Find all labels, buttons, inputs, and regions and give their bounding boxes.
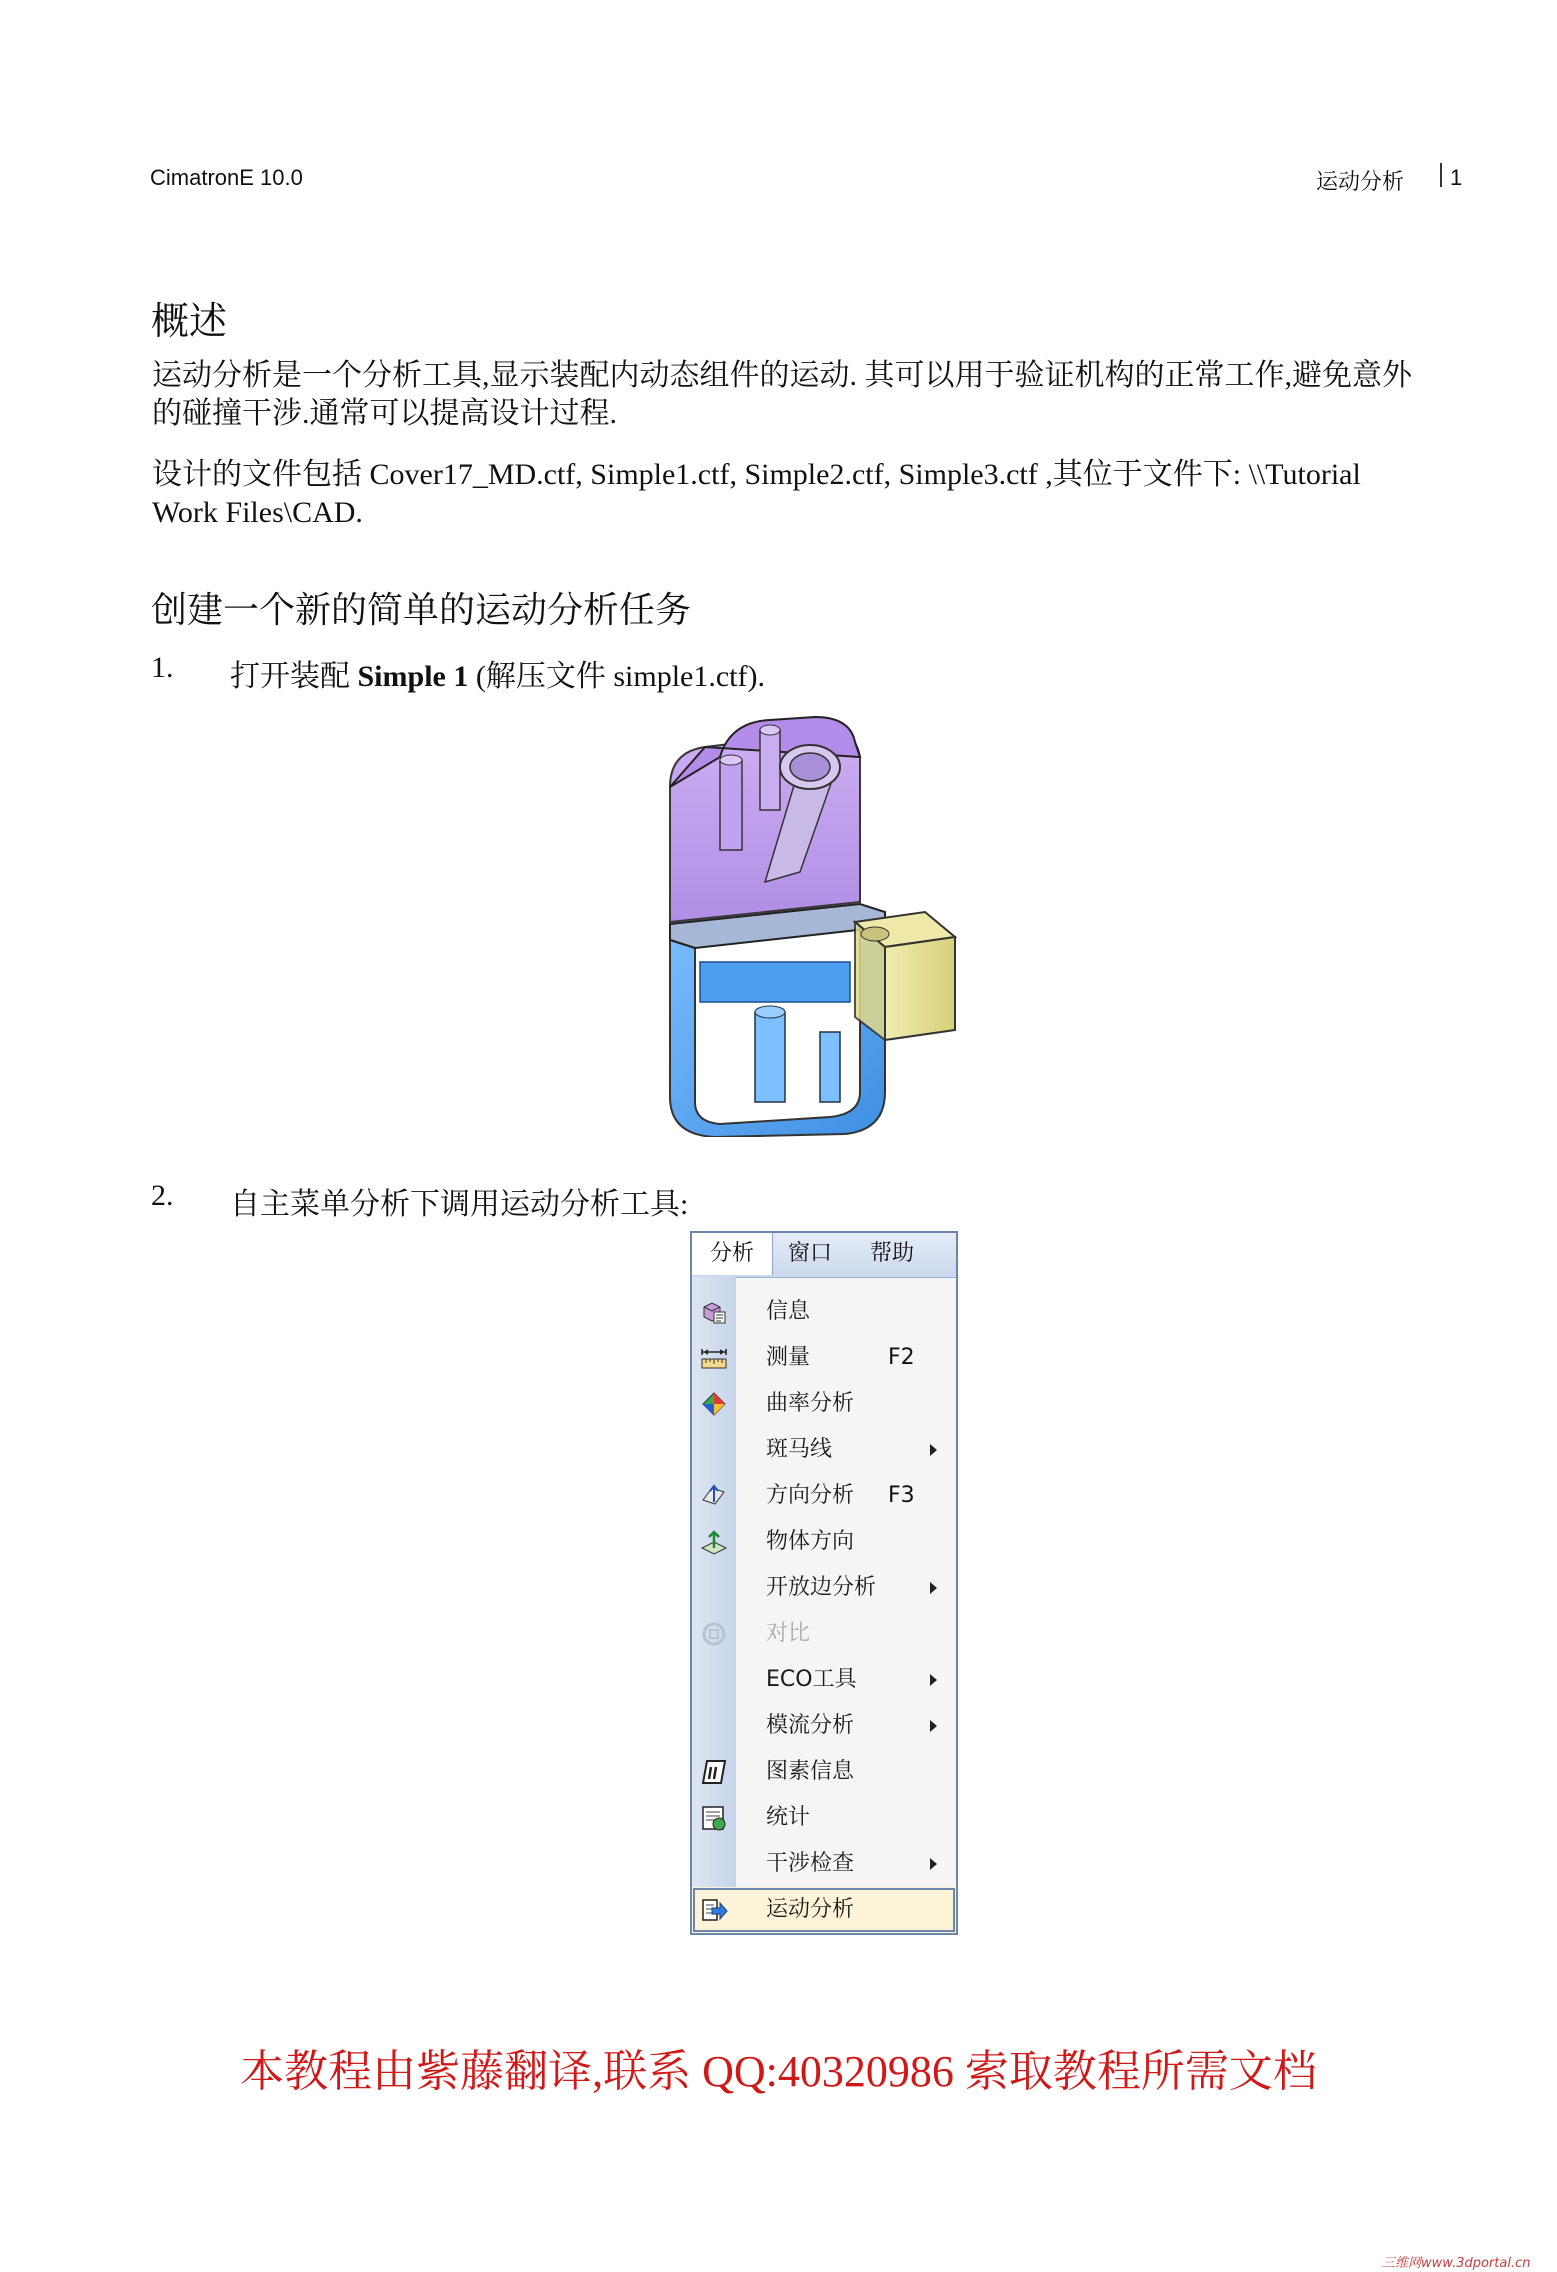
- menu-item-info[interactable]: [692, 1289, 956, 1335]
- menu-item-measure[interactable]: [692, 1335, 956, 1381]
- header-divider: [1440, 163, 1442, 187]
- direction-icon: [700, 1482, 728, 1510]
- menu-item-label: 对比: [766, 1621, 811, 1646]
- menu-item-mold-flow[interactable]: [692, 1703, 956, 1749]
- menu-item-label: ECO工具: [766, 1667, 857, 1692]
- menu-item-interference-check[interactable]: [692, 1841, 956, 1887]
- pipe-opening-inner: [790, 753, 830, 781]
- submenu-arrow-icon: [930, 1674, 937, 1686]
- bottom-pin-1: [755, 1012, 785, 1102]
- overview-heading: 概述: [151, 301, 228, 343]
- menu-item-label: 信息: [766, 1299, 811, 1324]
- submenu-arrow-icon: [930, 1858, 937, 1870]
- menu-item-object-direction[interactable]: [692, 1519, 956, 1565]
- bottom-pin-2: [820, 1032, 840, 1102]
- menu-item-shortcut: F2: [888, 1345, 915, 1370]
- translation-notice: 本教程由紫藤翻译,联系 QQ:40320986 索取教程所需文档: [240, 2047, 1317, 2096]
- assembly-model-illustration: [660, 712, 1010, 1137]
- step-1-number: 1.: [151, 651, 174, 684]
- submenu-arrow-icon: [930, 1720, 937, 1732]
- menubar-analysis[interactable]: 分析: [692, 1233, 773, 1275]
- compare-icon: [700, 1620, 728, 1648]
- submenu-arrow-icon: [930, 1444, 937, 1456]
- menu-item-compare[interactable]: [692, 1611, 956, 1657]
- statistics-icon: [700, 1804, 728, 1832]
- top-pin-2: [720, 760, 742, 850]
- step-1-prefix: 打开装配: [230, 660, 358, 693]
- menu-item-label: 运动分析: [766, 1897, 855, 1922]
- menu-item-eco-tools[interactable]: [692, 1657, 956, 1703]
- menu-bar: [692, 1233, 956, 1278]
- entity-info-icon: [700, 1758, 728, 1786]
- top-pin-2-cap: [720, 755, 742, 765]
- overview-paragraph: 运动分析是一个分析工具,显示装配内动态组件的运动. 其可以用于验证机构的正常工作,避免意外的碰撞干涉.通常可以提高设计过程.: [152, 359, 1412, 430]
- menu-item-shortcut: F3: [888, 1483, 915, 1508]
- info-cube-icon: [700, 1298, 728, 1326]
- menu-item-curvature[interactable]: [692, 1381, 956, 1427]
- menubar-window[interactable]: 窗口: [788, 1241, 833, 1266]
- menu-item-direction-analysis[interactable]: [692, 1473, 956, 1519]
- watermark: 三维网www.3dportal.cn: [1382, 2256, 1531, 2271]
- menu-item-statistics[interactable]: [692, 1795, 956, 1841]
- menu-item-label: 物体方向: [766, 1529, 855, 1554]
- step-2-text: 自主菜单分析下调用运动分析工具:: [230, 1188, 689, 1221]
- motion-analysis-icon: [700, 1896, 728, 1924]
- menubar-help[interactable]: 帮助: [870, 1241, 915, 1266]
- menu-item-open-edge-analysis[interactable]: [692, 1565, 956, 1611]
- side-slider-front: [885, 937, 955, 1040]
- bottom-pin-1-cap: [755, 1006, 785, 1018]
- menu-item-label: 斑马线: [766, 1437, 833, 1462]
- menu-item-entity-info[interactable]: [692, 1749, 956, 1795]
- slider-hole: [861, 927, 889, 941]
- measure-ruler-icon: [700, 1344, 728, 1372]
- menu-item-motion-analysis[interactable]: [692, 1887, 956, 1933]
- step-1-text: [230, 651, 765, 695]
- menu-item-label: 测量: [766, 1345, 811, 1370]
- analysis-menu: [690, 1231, 958, 1935]
- submenu-arrow-icon: [930, 1582, 937, 1594]
- menu-item-label: 模流分析: [766, 1713, 855, 1738]
- header-product: CimatronE 10.0: [150, 165, 303, 190]
- page-number: 1: [1450, 165, 1463, 190]
- top-pin-1: [760, 730, 780, 810]
- top-pin-1-cap: [760, 725, 780, 735]
- menu-item-label: 方向分析: [766, 1483, 855, 1508]
- files-paragraph: 设计的文件包括 Cover17_MD.ctf, Simple1.ctf, Simple2.ctf, Simple3.ctf ,其位于文件下: \\Tutorial Work Files\CAD.: [152, 458, 1361, 529]
- bottom-slot: [700, 962, 850, 1002]
- curvature-icon: [700, 1390, 728, 1418]
- menu-item-zebra[interactable]: [692, 1427, 956, 1473]
- menu-item-label: 曲率分析: [766, 1391, 855, 1416]
- menu-item-label: 干涉检查: [766, 1851, 855, 1876]
- menu-item-label: 统计: [766, 1805, 811, 1830]
- header-section: 运动分析: [1316, 169, 1405, 194]
- step-1-suffix: (解压文件 simple1.ctf).: [468, 660, 765, 693]
- menu-item-label: 开放边分析: [766, 1575, 877, 1600]
- menu-item-label: 图素信息: [766, 1759, 855, 1784]
- step-1-bold: Simple 1: [357, 660, 469, 693]
- task-heading: 创建一个新的简单的运动分析任务: [151, 590, 692, 630]
- object-direction-icon: [700, 1528, 728, 1556]
- step-2-number: 2.: [151, 1179, 174, 1212]
